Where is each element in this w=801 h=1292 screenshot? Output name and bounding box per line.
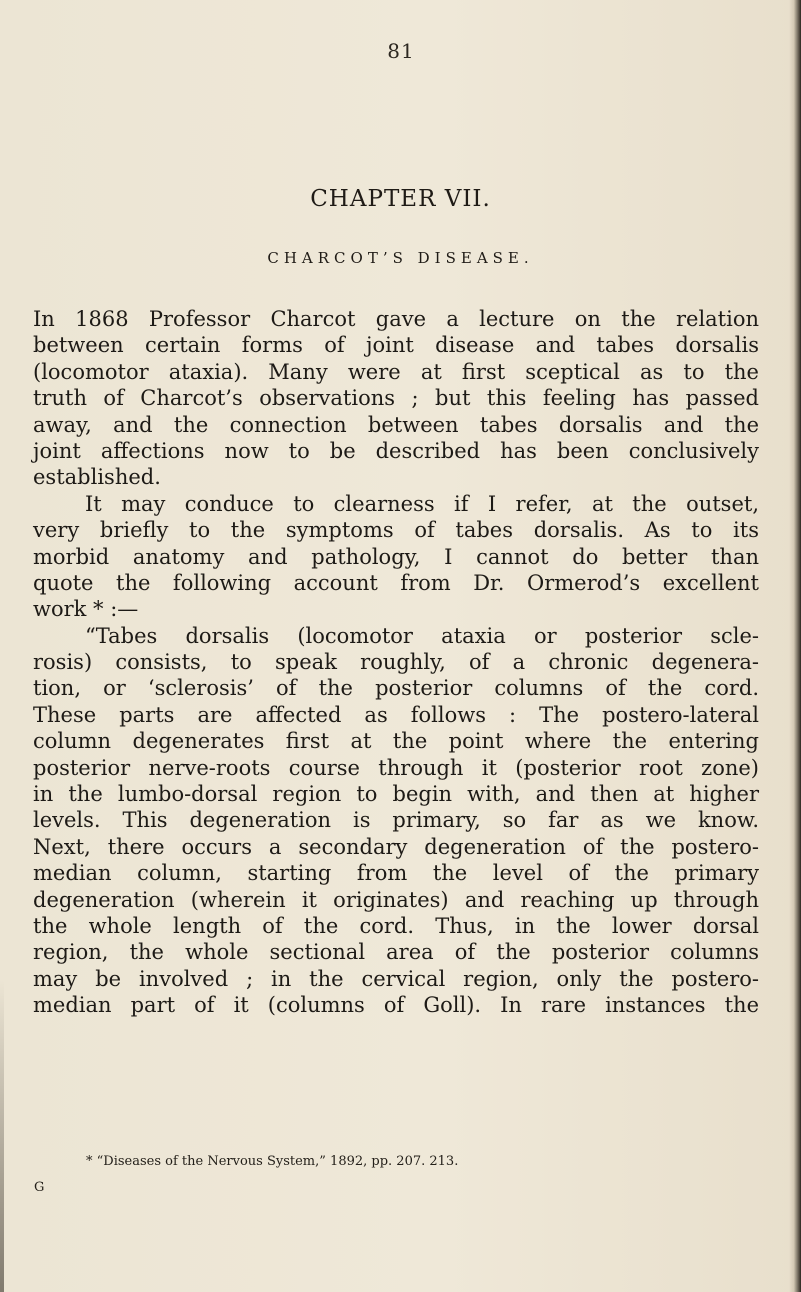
text-line: joint affections now to be described has been conclusively (33, 438, 759, 463)
text-line: region, the whole sectional area of the posterior columns (33, 940, 759, 965)
text-line: tion, or ‘sclerosis’ of the posterior columns of the cord. (33, 676, 759, 701)
text-line: quote the following account from Dr. Ormerod’s excellent (33, 570, 759, 595)
text-line: truth of Charcot’s observations ; but this feeling has passed (33, 386, 759, 411)
chapter-title: CHAPTER VII. (310, 186, 491, 212)
text-line: rosis) consists, to speak roughly, of a chronic degenera- (33, 650, 759, 675)
chapter-subtitle: CHARCOT’S DISEASE. (267, 249, 534, 267)
text-line: “Tabes dorsalis (locomotor ataxia or posterior scle- (85, 623, 759, 648)
text-line: posterior nerve-roots course through it (posterior root zone) (33, 755, 759, 780)
text-line: column degenerates first at the point where the entering (33, 729, 759, 754)
footnote: * “Diseases of the Nervous System,” 1892, pp. 207. 213. (86, 1154, 459, 1169)
page-number: 81 (387, 39, 415, 63)
text-line: median column, starting from the level of the primary (33, 861, 759, 886)
text-line: between certain forms of joint disease and tabes dorsalis (33, 333, 759, 358)
text-line: levels. This degeneration is primary, so far as we know. (33, 808, 759, 833)
text-line: very briefly to the symptoms of tabes dorsalis. As to its (33, 518, 759, 543)
text-line: the whole length of the cord. Thus, in the lower dorsal (33, 913, 759, 938)
text-line: These parts are affected as follows : The postero-lateral (33, 702, 759, 727)
text-line: may be involved ; in the cervical region, only the postero- (33, 966, 759, 991)
text-line: work * :— (33, 597, 139, 622)
text-line: Next, there occurs a secondary degeneration of the postero- (33, 834, 759, 859)
text-line: degeneration (wherein it originates) and reaching up through (33, 887, 759, 912)
text-line: in the lumbo-dorsal region to begin with, and then at higher (33, 782, 759, 807)
text-line: In 1868 Professor Charcot gave a lecture on the relation (33, 307, 759, 331)
text-line: established. (33, 465, 161, 490)
body-text (33, 306, 759, 1019)
text-line: morbid anatomy and pathology, I cannot do better than (33, 544, 759, 569)
text-line: median part of it (columns of Goll). In rare instances the (33, 993, 759, 1018)
text-line: It may conduce to clearness if I refer, at the outset, (85, 491, 759, 516)
text-line: (locomotor ataxia). Many were at first sceptical as to the (33, 359, 759, 384)
signature-mark: G (34, 1180, 45, 1195)
page-left-mark (0, 980, 4, 1292)
text-line: away, and the connection between tabes dorsalis and the (33, 412, 759, 437)
